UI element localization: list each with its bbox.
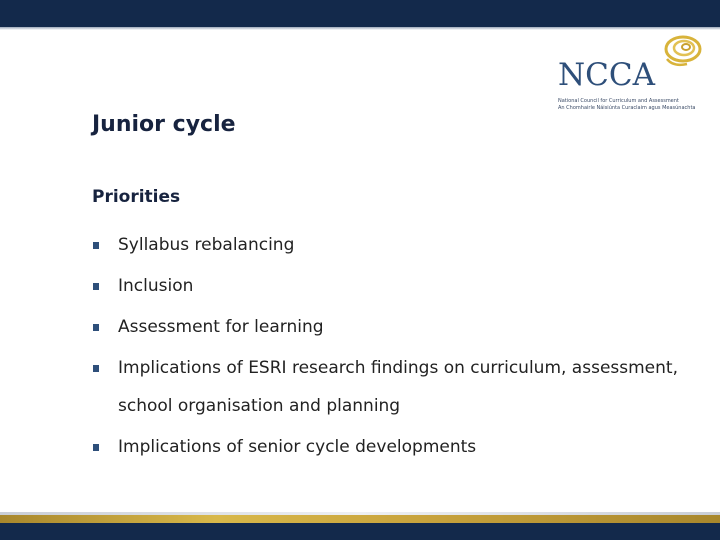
logo-subtitle xyxy=(558,98,695,112)
slide-subtitle: Priorities xyxy=(92,187,181,207)
bullet-list xyxy=(92,226,692,469)
bullet-square-icon xyxy=(93,365,99,372)
bullet-square-icon xyxy=(93,283,99,290)
bullet-square-icon xyxy=(93,444,99,451)
bullet-text: Implications of senior cycle developments xyxy=(118,437,477,457)
bullet-item xyxy=(92,349,692,425)
bullet-item xyxy=(92,267,692,305)
logo-subtitle-line1: National Council for Curriculum and Assessment xyxy=(558,98,679,104)
top-band-stripe xyxy=(0,27,720,30)
bottom-band-gold-line xyxy=(0,515,720,523)
slide-title: Junior cycle xyxy=(92,112,236,137)
bullet-text: Inclusion xyxy=(118,276,194,296)
bullet-text: Syllabus rebalancing xyxy=(118,235,295,255)
ncca-logo xyxy=(555,34,705,114)
logo-subtitle-line2: An Chomhairle Náisiúnta Curaclaim agus Measúnachta xyxy=(558,105,696,111)
top-band xyxy=(0,0,720,27)
bullet-item xyxy=(92,226,692,264)
bullet-square-icon xyxy=(93,242,99,249)
bottom-band-navy-line xyxy=(0,523,720,540)
logo-swirl-icon xyxy=(659,34,703,70)
bullet-text: Implications of ESRI research findings on curriculum, assessment, school organisation and planning xyxy=(118,358,678,416)
logo-wordmark: NCCA xyxy=(558,57,655,93)
bullet-square-icon xyxy=(93,324,99,331)
bullet-item xyxy=(92,428,692,466)
bottom-band xyxy=(0,512,720,540)
bullet-text: Assessment for learning xyxy=(118,317,324,337)
bullet-item xyxy=(92,308,692,346)
